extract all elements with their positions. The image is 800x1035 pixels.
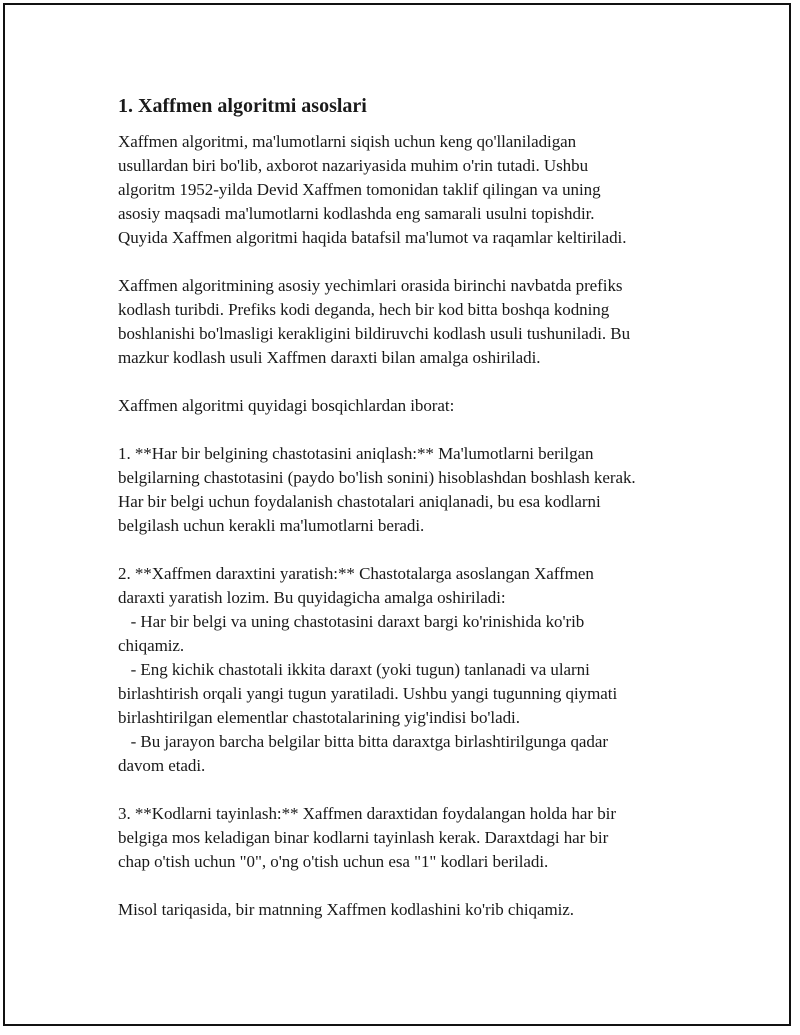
text-line: 3. **Kodlarni tayinlash:** Xaffmen daraxtidan foydalangan holda har bir: [118, 804, 616, 823]
text-line: kodlash turibdi. Prefiks kodi deganda, hech bir kod bitta boshqa kodning: [118, 300, 610, 319]
paragraph-prefix-code: [118, 274, 718, 370]
text-line: Xaffmen algoritmi, ma'lumotlarni siqish uchun keng qo'llaniladigan: [118, 132, 577, 151]
paragraph-example: [118, 898, 718, 922]
text-line: 2. **Xaffmen daraxtini yaratish:** Chastotalarga asoslangan Xaffmen: [118, 564, 594, 583]
paragraph-spacer: [118, 418, 718, 442]
paragraph-steps-intro: [118, 394, 718, 418]
paragraph-step-1: [118, 442, 718, 538]
text-line: birlashtirish orqali yangi tugun yaratiladi. Ushbu yangi tugunning qiymati: [118, 684, 618, 703]
text-line: daraxti yaratish lozim. Bu quyidagicha amalga oshiriladi:: [118, 588, 506, 607]
text-line: belgilash uchun kerakli ma'lumotlarni beradi.: [118, 516, 425, 535]
paragraph-intro: [118, 130, 718, 250]
text-line: belgilarning chastotasini (paydo bo'lish sonini) hisoblashdan boshlash kerak.: [118, 468, 636, 487]
text-line: boshlanishi bo'lmasligi kerakligini bildiruvchi kodlash usuli tushuniladi. Bu: [118, 324, 631, 343]
text-line: chiqamiz.: [118, 636, 185, 655]
text-line: Misol tariqasida, bir matnning Xaffmen kodlashini ko'rib chiqamiz.: [118, 900, 574, 919]
text-line: - Bu jarayon barcha belgilar bitta bitta daraxtga birlashtirilgunga qadar: [118, 732, 608, 751]
text-line: Xaffmen algoritmining asosiy yechimlari orasida birinchi navbatda prefiks: [118, 276, 623, 295]
paragraph-spacer: [118, 250, 718, 274]
text-line: 1. **Har bir belgining chastotasini aniqlash:** Ma'lumotlarni berilgan: [118, 444, 594, 463]
text-line: birlashtirilgan elementlar chastotalarining yig'indisi bo'ladi.: [118, 708, 520, 727]
text-line: usullardan biri bo'lib, axborot nazariyasida muhim o'rin tutadi. Ushbu: [118, 156, 589, 175]
section-heading: 1. Xaffmen algoritmi asoslari: [118, 95, 367, 117]
paragraph-spacer: [118, 874, 718, 898]
text-line: algoritm 1952-yilda Devid Xaffmen tomonidan taklif qilingan va uning: [118, 180, 601, 199]
text-line: belgiga mos keladigan binar kodlarni tayinlash kerak. Daraxtdagi har bir: [118, 828, 609, 847]
paragraph-spacer: [118, 370, 718, 394]
document-body: [118, 93, 718, 922]
text-line: mazkur kodlash usuli Xaffmen daraxti bilan amalga oshiriladi.: [118, 348, 541, 367]
text-line: asosiy maqsadi ma'lumotlarni kodlashda eng samarali usulni topishdir.: [118, 204, 595, 223]
text-line: - Eng kichik chastotali ikkita daraxt (yoki tugun) tanlanadi va ularni: [118, 660, 590, 679]
text-line: - Har bir belgi va uning chastotasini daraxt bargi ko'rinishida ko'rib: [118, 612, 585, 631]
text-line: Quyida Xaffmen algoritmi haqida batafsil ma'lumot va raqamlar keltiriladi.: [118, 228, 627, 247]
text-line: chap o'tish uchun "0", o'ng o'tish uchun esa "1" kodlari beriladi.: [118, 852, 549, 871]
text-line: Xaffmen algoritmi quyidagi bosqichlardan iborat:: [118, 396, 455, 415]
paragraph-spacer: [118, 538, 718, 562]
text-line: davom etadi.: [118, 756, 206, 775]
paragraph-step-3: [118, 802, 718, 874]
paragraph-step-2: [118, 562, 718, 778]
paragraph-spacer: [118, 778, 718, 802]
text-line: Har bir belgi uchun foydalanish chastotalari aniqlanadi, bu esa kodlarni: [118, 492, 601, 511]
